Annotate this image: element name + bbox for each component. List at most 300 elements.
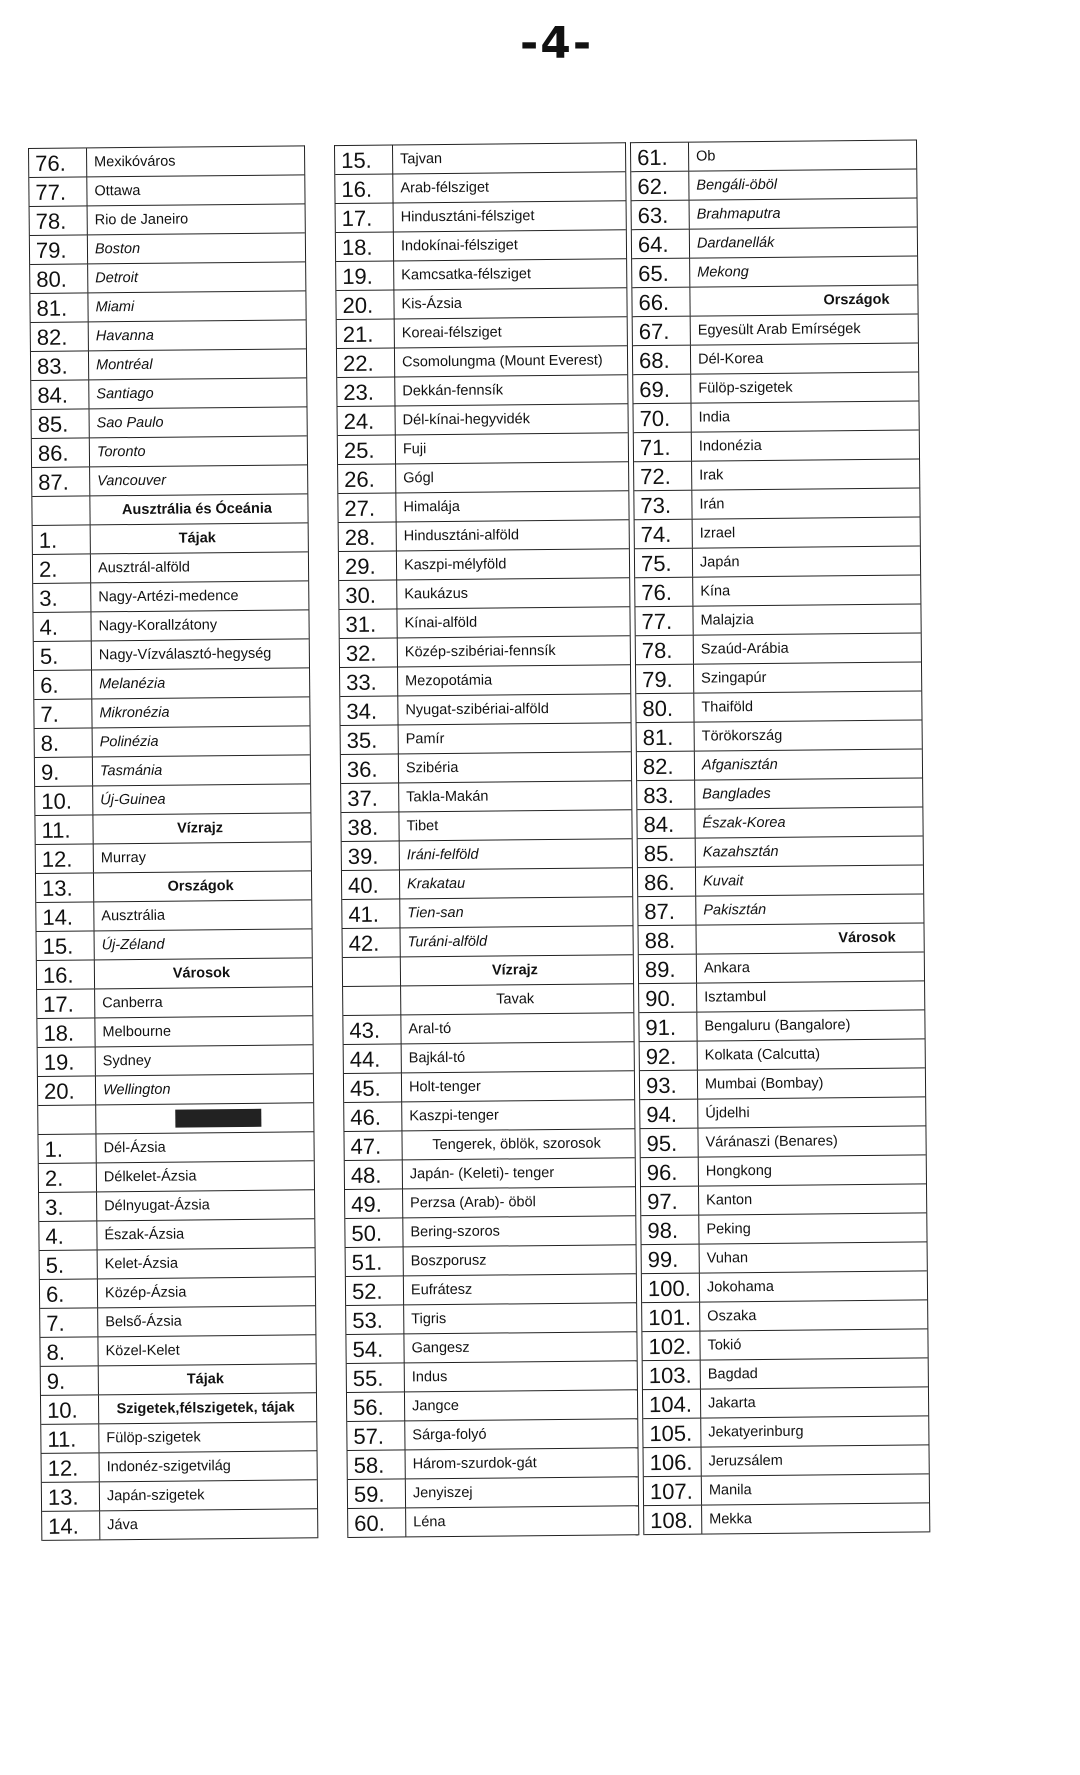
table-row	[34, 697, 309, 729]
table-row	[644, 1474, 929, 1506]
row-number: 25.	[338, 435, 396, 464]
table-row	[33, 581, 308, 613]
entry-name: Dardanellák	[696, 234, 775, 252]
entry-name: Három-szurdok-gát	[412, 1455, 537, 1473]
entry-name: Kis-Ázsia	[401, 295, 463, 313]
row-number: 13.	[36, 873, 94, 902]
row-number	[343, 957, 401, 986]
row-number: 70.	[633, 404, 691, 433]
row-number: 15.	[37, 931, 95, 960]
row-number: 103.	[643, 1361, 701, 1390]
entry-name: Észak-Korea	[702, 814, 786, 832]
table-row	[346, 1332, 636, 1364]
entry-name: Gógl	[403, 470, 434, 487]
table-row	[40, 1277, 315, 1309]
row-number: 101.	[642, 1303, 700, 1332]
entry-name: Thaiföld	[701, 699, 754, 716]
entry-name: Kuvait	[702, 873, 744, 890]
entry-name: Kaukázus	[404, 585, 469, 603]
entry-name: Jenyiszej	[412, 1484, 473, 1502]
row-number: 107.	[644, 1477, 702, 1506]
table-row	[40, 1335, 315, 1367]
entry-name: Arab-félsziget	[400, 179, 490, 197]
row-number: 18.	[336, 232, 394, 261]
table-row	[636, 662, 921, 694]
entry-name: Közép-Ázsia	[104, 1284, 187, 1302]
entry-name: Holt-tenger	[408, 1078, 481, 1096]
row-number: 52.	[346, 1276, 404, 1305]
entry-name: Japán	[699, 554, 740, 571]
row-number: 84.	[31, 380, 89, 409]
table-row	[639, 1010, 924, 1042]
entry-name: Tien-san	[407, 904, 464, 922]
row-number: 16.	[37, 960, 95, 989]
table-row	[39, 1190, 314, 1222]
entry-name: Krakatau	[407, 875, 466, 893]
entry-name: Hindusztáni-félsziget	[400, 208, 535, 226]
table-row	[33, 610, 308, 642]
entry-name: Mumbai (Bombay)	[704, 1075, 824, 1093]
table-row	[337, 317, 627, 349]
table-row	[633, 343, 918, 375]
row-number: 86.	[638, 868, 696, 897]
table-row	[32, 465, 307, 497]
table-row	[35, 755, 310, 787]
row-number: 1.	[38, 1134, 96, 1163]
table-row	[634, 488, 919, 520]
row-number: 41.	[342, 899, 400, 928]
table-row	[638, 894, 923, 926]
table-row	[41, 1422, 316, 1454]
entry-name: Kína	[700, 583, 731, 600]
table-row	[638, 923, 923, 955]
row-number: 26.	[338, 464, 396, 493]
entry-name: Polinézia	[99, 733, 159, 751]
row-number: 74.	[635, 520, 693, 549]
entry-name: Kazahsztán	[702, 843, 779, 861]
entry-name: Indus	[411, 1369, 448, 1386]
table-row	[632, 285, 917, 317]
entry-name: Sárga-folyó	[412, 1426, 487, 1444]
entry-name: Brahmaputra	[696, 205, 781, 223]
row-number: 89.	[639, 955, 697, 984]
entry-name: Közép-szibériai-fennsík	[404, 642, 556, 661]
column-2	[334, 142, 639, 1538]
entry-name: Melbourne	[102, 1023, 172, 1041]
entry-name: Japán-szigetek	[106, 1487, 205, 1505]
table-row	[35, 813, 310, 845]
row-number: 65.	[632, 259, 690, 288]
table-row	[37, 1016, 312, 1048]
entry-name: Új-Zéland	[101, 936, 165, 954]
table-row	[30, 204, 305, 236]
entry-name: Bajkál-tó	[408, 1049, 466, 1067]
entry-name: Szingapúr	[701, 669, 767, 687]
section-heading: Vízrajz	[491, 962, 538, 979]
table-row	[347, 1419, 637, 1451]
section-heading: Országok	[167, 878, 234, 895]
table-row	[341, 781, 631, 813]
row-number: 48.	[345, 1160, 403, 1189]
row-number: 51.	[346, 1247, 404, 1276]
table-row	[36, 900, 311, 932]
table-row	[42, 1451, 317, 1483]
row-number: 13.	[42, 1482, 100, 1511]
entry-name: Jeruzsálem	[708, 1452, 783, 1470]
row-number: 79.	[30, 235, 88, 264]
table-row	[31, 349, 306, 381]
entry-name: Mezopotámia	[405, 672, 493, 690]
table-row	[637, 778, 922, 810]
table-row	[632, 227, 917, 259]
section-heading: Szigetek,félszigetek, tájak	[116, 1399, 295, 1418]
row-number: 90.	[639, 984, 697, 1013]
entry-name: Dél-Korea	[697, 350, 764, 368]
entry-name: Ausztrália	[101, 907, 166, 925]
entry-name: Jekatyerinburg	[708, 1423, 804, 1441]
entry-name: Iráni-felföld	[406, 846, 479, 864]
row-number: 9.	[35, 757, 93, 786]
row-number: 16.	[335, 174, 393, 203]
row-number: 96.	[641, 1158, 699, 1187]
table-row	[38, 1132, 313, 1164]
row-number: 49.	[345, 1189, 403, 1218]
entry-name: Perzsa (Arab)- öböl	[410, 1194, 536, 1212]
table-row	[345, 1187, 635, 1219]
row-number: 33.	[340, 667, 398, 696]
entry-name: Indonéz-szigetvilág	[106, 1458, 231, 1476]
row-number: 69.	[633, 375, 691, 404]
row-number: 4.	[33, 612, 91, 641]
table-row	[640, 1039, 925, 1071]
entry-name: Nagy-Korallzátony	[98, 617, 218, 635]
entry-name: Délkelet-Ázsia	[103, 1168, 197, 1186]
row-number: 57.	[347, 1421, 405, 1450]
entry-name: Irán	[699, 496, 725, 513]
row-number: 78.	[30, 206, 88, 235]
table-row	[631, 140, 916, 172]
row-number: 63.	[632, 201, 690, 230]
table-row	[644, 1503, 929, 1535]
entry-name: Léna	[413, 1514, 446, 1531]
row-number: 31.	[339, 609, 397, 638]
table-row	[640, 1097, 925, 1129]
table-row	[343, 955, 633, 987]
entry-name: Mikronézia	[99, 704, 170, 722]
row-number: 8.	[40, 1337, 98, 1366]
entry-name: Belső-Ázsia	[105, 1313, 182, 1331]
table-row	[37, 929, 312, 961]
table-row	[344, 1129, 634, 1161]
row-number: 61.	[631, 143, 689, 172]
table-row	[38, 1074, 313, 1106]
row-number: 97.	[641, 1187, 699, 1216]
row-number: 20.	[336, 290, 394, 319]
entry-name: Váránaszi (Benares)	[705, 1133, 838, 1151]
entry-name: Jáva	[107, 1517, 138, 1534]
entry-name: Újdelhi	[705, 1105, 750, 1122]
entry-name: Ob	[696, 148, 716, 165]
row-number: 94.	[640, 1100, 698, 1129]
table-row	[338, 404, 628, 436]
row-number: 77.	[635, 607, 693, 636]
row-number: 95.	[640, 1129, 698, 1158]
table-row	[339, 578, 629, 610]
table-row	[35, 784, 310, 816]
row-number: 40.	[342, 870, 400, 899]
entry-name: Izrael	[699, 525, 736, 542]
table-row	[41, 1393, 316, 1425]
table-row	[341, 810, 631, 842]
row-number: 5.	[34, 641, 92, 670]
entry-name: Bagdad	[707, 1366, 758, 1383]
entry-name: Melanézia	[99, 675, 166, 693]
entry-name: Himalája	[403, 498, 460, 516]
entry-name: Bering-szoros	[410, 1223, 500, 1241]
row-number: 98.	[641, 1216, 699, 1245]
table-row	[347, 1361, 637, 1393]
entry-name: Bengaluru (Bangalore)	[704, 1017, 851, 1035]
entry-name: Kaszpi-mélyföld	[403, 556, 507, 574]
entry-name: Indonézia	[698, 437, 762, 455]
row-number: 20.	[38, 1076, 96, 1105]
row-number: 38.	[341, 812, 399, 841]
row-number: 34.	[340, 696, 398, 725]
table-row	[641, 1213, 926, 1245]
entry-name: Turáni-alföld	[407, 933, 488, 951]
row-number: 53.	[346, 1305, 404, 1334]
row-number: 4.	[39, 1221, 97, 1250]
entry-name: Hindusztáni-alföld	[403, 527, 520, 545]
table-row	[33, 523, 308, 555]
entry-name: India	[698, 409, 731, 426]
entry-name: Kolkata (Calcutta)	[704, 1046, 821, 1064]
table-row	[339, 607, 629, 639]
entry-name: Montréal	[96, 356, 153, 374]
table-row	[42, 1480, 317, 1512]
table-row	[346, 1303, 636, 1335]
table-row	[637, 720, 922, 752]
table-row	[644, 1445, 929, 1477]
entry-name: Mexikóváros	[94, 153, 176, 171]
row-number: 18.	[37, 1018, 95, 1047]
page-number: -4-	[520, 18, 594, 69]
row-number: 104.	[643, 1390, 701, 1419]
table-row	[636, 633, 921, 665]
entry-name: Ankara	[703, 960, 750, 977]
row-number: 88.	[638, 926, 696, 955]
section-heading: Városok	[172, 965, 231, 982]
row-number: 84.	[637, 810, 695, 839]
row-number: 8.	[35, 728, 93, 757]
section-heading: Tájak	[178, 530, 216, 547]
entry-name: Manila	[708, 1482, 752, 1499]
table-row	[342, 897, 632, 929]
entry-name: Fülöp-szigetek	[106, 1429, 201, 1447]
row-number: 77.	[29, 177, 87, 206]
row-number: 44.	[344, 1044, 402, 1073]
entry-name: Kínai-alföld	[404, 614, 478, 632]
row-number: 82.	[31, 322, 89, 351]
row-number: 75.	[635, 549, 693, 578]
entry-name: Hongkong	[705, 1162, 773, 1180]
table-row	[343, 1013, 633, 1045]
table-row	[641, 1155, 926, 1187]
row-number: 19.	[38, 1047, 96, 1076]
row-number: 45.	[344, 1073, 402, 1102]
table-row	[338, 433, 628, 465]
entry-name: Bengáli-öböl	[696, 176, 778, 194]
row-number: 54.	[346, 1334, 404, 1363]
entry-name: Mekong	[697, 264, 749, 281]
row-number: 81.	[30, 293, 88, 322]
entry-name: Tasmánia	[99, 762, 163, 780]
section-heading: Tavak	[496, 991, 535, 1008]
table-row	[635, 546, 920, 578]
row-number: 11.	[35, 815, 93, 844]
entry-name: Takla-Makán	[406, 788, 489, 806]
table-row	[341, 723, 631, 755]
table-row	[30, 291, 305, 323]
table-row	[635, 575, 920, 607]
row-number: 102.	[642, 1332, 700, 1361]
entry-name: Jangce	[412, 1397, 459, 1415]
table-row	[343, 926, 633, 958]
table-row	[42, 1509, 317, 1541]
table-row	[37, 958, 312, 990]
table-row	[635, 517, 920, 549]
table-row	[346, 1245, 636, 1277]
row-number: 87.	[638, 897, 696, 926]
row-number: 12.	[42, 1453, 100, 1482]
section-heading: Tájak	[186, 1371, 224, 1388]
row-number: 60.	[348, 1508, 406, 1537]
row-number: 78.	[636, 636, 694, 665]
row-number: 108.	[644, 1506, 702, 1535]
entry-name: Detroit	[95, 269, 139, 287]
table-row	[336, 288, 626, 320]
section-heading: Vízrajz	[176, 820, 224, 837]
entry-name: Nyugat-szibériai-alföld	[405, 701, 549, 719]
table-row	[643, 1416, 928, 1448]
row-number: 85.	[32, 409, 90, 438]
row-number: 87.	[32, 467, 90, 496]
table-row	[638, 836, 923, 868]
entry-name: Tigris	[411, 1311, 447, 1328]
row-number: 71.	[634, 433, 692, 462]
table-row	[38, 1045, 313, 1077]
table-row	[639, 981, 924, 1013]
entry-name: Canberra	[102, 994, 163, 1012]
table-row	[36, 842, 311, 874]
row-number: 59.	[348, 1479, 406, 1508]
row-number: 80.	[636, 694, 694, 723]
table-row	[34, 668, 309, 700]
section-heading: Tengerek, öblök, szorosok	[432, 1135, 601, 1154]
table-row	[38, 1103, 313, 1135]
table-row	[33, 552, 308, 584]
entry-name: Új-Guinea	[100, 791, 166, 809]
entry-name: Indokínai-félsziget	[400, 237, 518, 255]
row-number: 62.	[631, 172, 689, 201]
table-row	[335, 172, 625, 204]
entry-name: Peking	[706, 1221, 751, 1238]
row-number: 3.	[33, 583, 91, 612]
entry-name: Vancouver	[97, 472, 167, 490]
table-row	[346, 1274, 636, 1306]
column-3	[630, 139, 930, 1535]
table-row	[337, 375, 627, 407]
table-row	[339, 549, 629, 581]
row-number: 82.	[637, 752, 695, 781]
table-row	[30, 262, 305, 294]
section-heading: Országok	[823, 291, 890, 309]
table-row	[633, 401, 918, 433]
entry-name: Oszaka	[707, 1308, 757, 1325]
row-number: 67.	[633, 317, 691, 346]
row-number: 37.	[341, 783, 399, 812]
table-row	[640, 1068, 925, 1100]
table-row	[29, 146, 304, 178]
table-row	[342, 868, 632, 900]
row-number: 14.	[36, 902, 94, 931]
table-row	[344, 1100, 634, 1132]
table-row	[31, 320, 306, 352]
row-number: 32.	[340, 638, 398, 667]
entry-name: Miami	[95, 298, 135, 316]
entry-name: Csomolungma (Mount Everest)	[401, 352, 603, 371]
row-number: 1.	[33, 525, 91, 554]
row-number: 23.	[337, 377, 395, 406]
row-number: 24.	[338, 406, 396, 435]
entry-name: Sao Paulo	[96, 414, 164, 432]
table-row	[32, 407, 307, 439]
row-number: 68.	[633, 346, 691, 375]
row-number: 29.	[339, 551, 397, 580]
entry-name: Kaszpi-tenger	[409, 1107, 499, 1125]
entry-name: Toronto	[96, 443, 146, 461]
row-number	[343, 986, 401, 1015]
table-row	[36, 871, 311, 903]
row-number: 106.	[644, 1448, 702, 1477]
entry-name: Boszporusz	[410, 1252, 487, 1270]
row-number: 86.	[32, 438, 90, 467]
row-number: 56.	[347, 1392, 405, 1421]
table-row	[632, 198, 917, 230]
table-row	[41, 1364, 316, 1396]
row-number: 91.	[639, 1013, 697, 1042]
entry-name: Kamcsatka-félsziget	[401, 266, 532, 284]
table-row	[348, 1448, 638, 1480]
entry-name: Isztambul	[704, 988, 767, 1006]
table-row	[336, 230, 626, 262]
entry-name: Kelet-Ázsia	[104, 1255, 179, 1273]
entry-name: Pamír	[405, 731, 445, 748]
row-number: 35.	[341, 725, 399, 754]
entry-name: Murray	[100, 849, 147, 867]
row-number: 79.	[636, 665, 694, 694]
table-row	[336, 201, 626, 233]
entry-name: Jokohama	[706, 1278, 774, 1296]
row-number: 10.	[41, 1395, 99, 1424]
table-row	[643, 1358, 928, 1390]
row-number: 2.	[39, 1163, 97, 1192]
table-row	[336, 259, 626, 291]
table-row	[633, 372, 918, 404]
row-number: 47.	[344, 1131, 402, 1160]
table-row	[340, 665, 630, 697]
entry-name: Tajvan	[400, 151, 443, 168]
